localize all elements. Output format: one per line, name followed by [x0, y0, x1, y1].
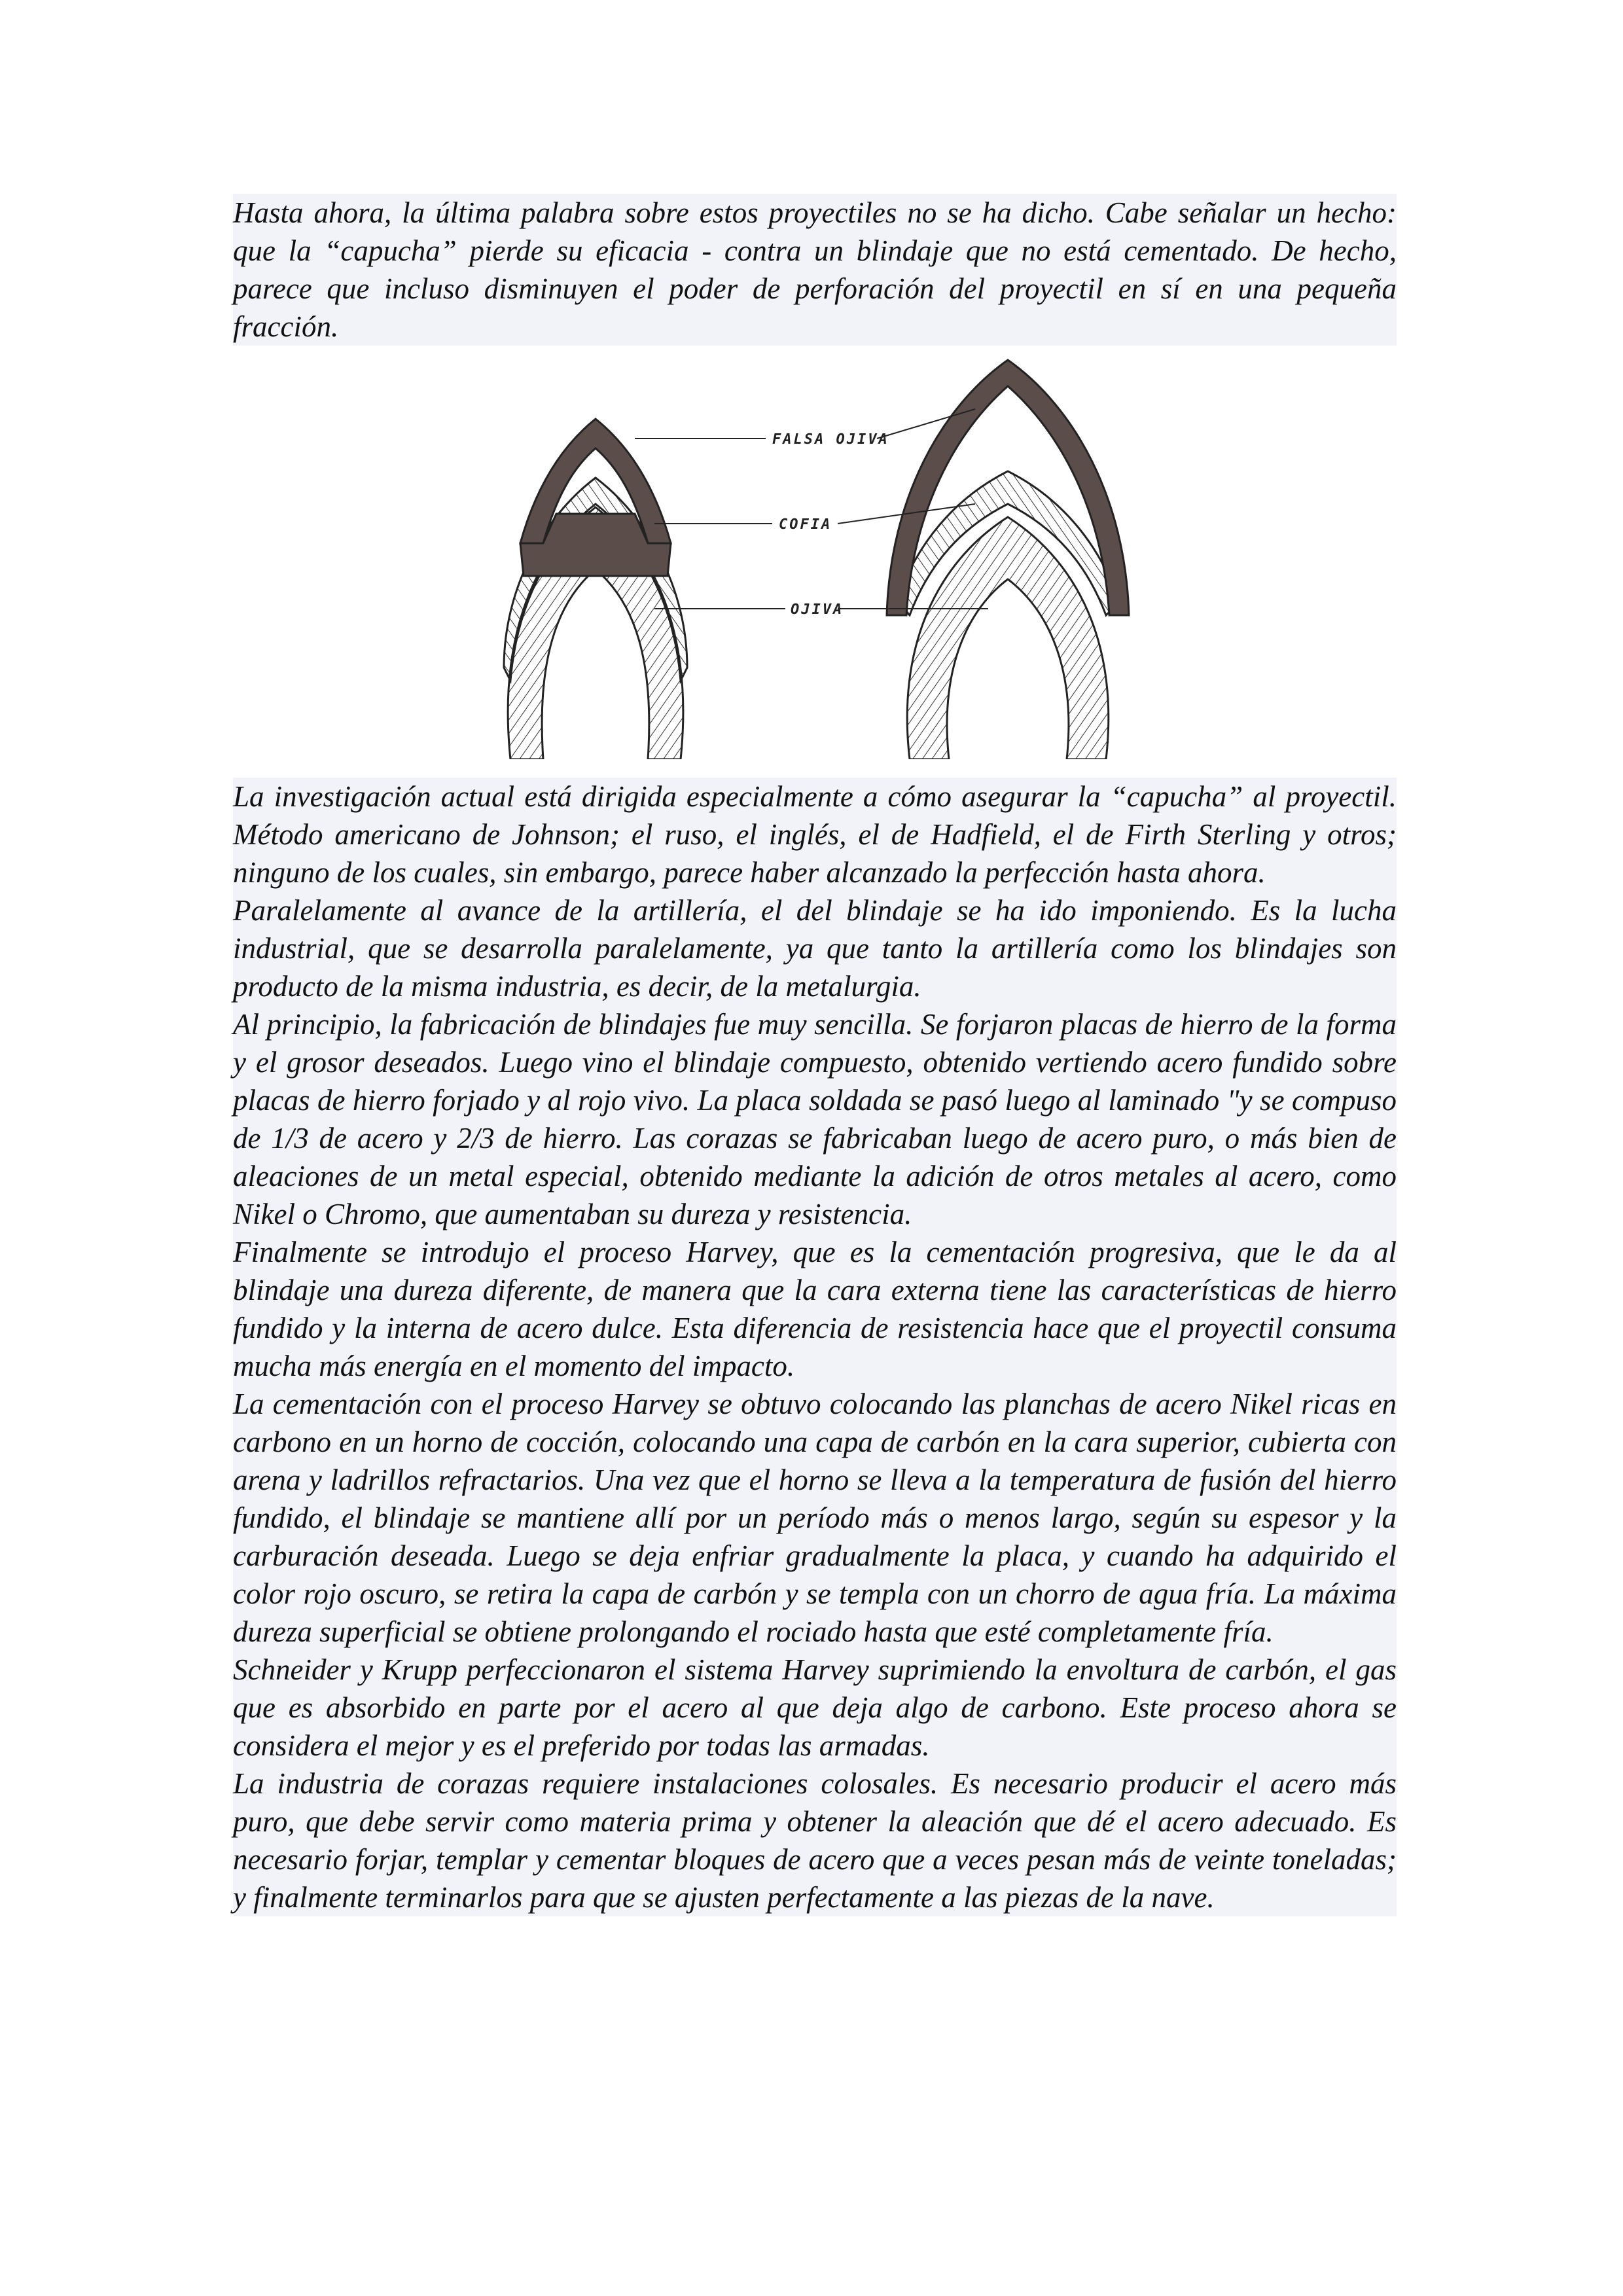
label-ojiva: OJIVA — [791, 601, 844, 618]
paragraph-schneider-krupp: Schneider y Krupp perfeccionaron el sistema Harvey suprimiendo la envoltura de carbón, el gas que es absorbido en parte por el acero al que deja algo de carbono. Este proceso ahora se considera el mejor y es el preferido por todas las armadas. — [233, 1651, 1397, 1765]
paragraph-harvey: Finalmente se introdujo el proceso Harvey, que es la cementación progresiva, que le da al blindaje una dureza diferente, de manera que la cara externa tiene las características de hierro fundido y la interna de acero dulce. Esta diferencia de resistencia hace que el proyectil consuma mucha más energía en el momento del impacto. — [233, 1233, 1397, 1385]
paragraph-industria: La industria de corazas requiere instalaciones colosales. Es necesario producir el acero más puro, que debe servir como materia prima y obtener la aleación que dé el acero adecuado. Es necesario forjar, templar y cementar bloques de acero que a veces pesan más de veinte toneladas; y finalmente terminarlos para que se ajusten perfectamente a las piezas de la nave. — [233, 1765, 1397, 1916]
paragraph-capucha: La investigación actual está dirigida especialmente a cómo asegurar la “capucha” al proyectil. Método americano de Johnson; el ruso, el inglés, el de Hadfield, el de Firth Sterling y otros; ninguno de los cuales, sin embargo, parece haber alcanzado la perfección hasta ahora. — [233, 778, 1397, 891]
label-falsa-ojiva: FALSA OJIVA — [772, 431, 889, 448]
body-text — [233, 778, 1397, 1916]
diagram-svg — [458, 353, 1178, 759]
intro-text — [233, 194, 1397, 346]
left-projectile — [504, 419, 687, 759]
right-projectile — [887, 360, 1129, 759]
paragraph-fabricacion: Al principio, la fabricación de blindajes fue muy sencilla. Se forjaron placas de hierro de la forma y el grosor deseados. Luego vino el blindaje compuesto, obtenido vertiendo acero fundido sobre placas de hierro forjado y al rojo vivo. La placa soldada se pasó luego al laminado "y se compuso de 1/3 de acero y 2/3 de hierro. Las corazas se fabricaban luego de acero puro, o más bien de aleaciones de un metal especial, obtenido mediante la adición de otros metales al acero, como Nikel o Chromo, que aumentaban su dureza y resistencia. — [233, 1005, 1397, 1233]
projectile-cap-diagram — [458, 353, 1178, 759]
intro-paragraph: Hasta ahora, la última palabra sobre estos proyectiles no se ha dicho. Cabe señalar un hecho: que la “capucha” pierde su eficacia - contra un blindaje que no está cementado. De hecho, parece que incluso disminuyen el poder de perforación del proyectil en sí en una pequeña fracción. — [233, 194, 1397, 346]
paragraph-artilleria: Paralelamente al avance de la artillería, el del blindaje se ha ido imponiendo. Es la lucha industrial, que se desarrolla paralelamente, ya que tanto la artillería como los blindajes son producto de la misma industria, es decir, de la metalurgia. — [233, 891, 1397, 1005]
paragraph-cementacion: La cementación con el proceso Harvey se obtuvo colocando las planchas de acero Nikel ricas en carbono en un horno de cocción, colocando una capa de carbón en la cara superior, cubierta con arena y ladrillos refractarios. Una vez que el horno se lleva a la temperatura de fusión del hierro fundido, el blindaje se mantiene allí por un período más o menos largo, según su espesor y la carburación deseada. Luego se deja enfriar gradualmente la placa, y cuando ha adquirido el color rojo oscuro, se retira la capa de carbón y se templa con un chorro de agua fría. La máxima dureza superficial se obtiene prolongando el rociado hasta que esté completamente fría. — [233, 1385, 1397, 1651]
label-cofia: COFIA — [779, 516, 832, 533]
